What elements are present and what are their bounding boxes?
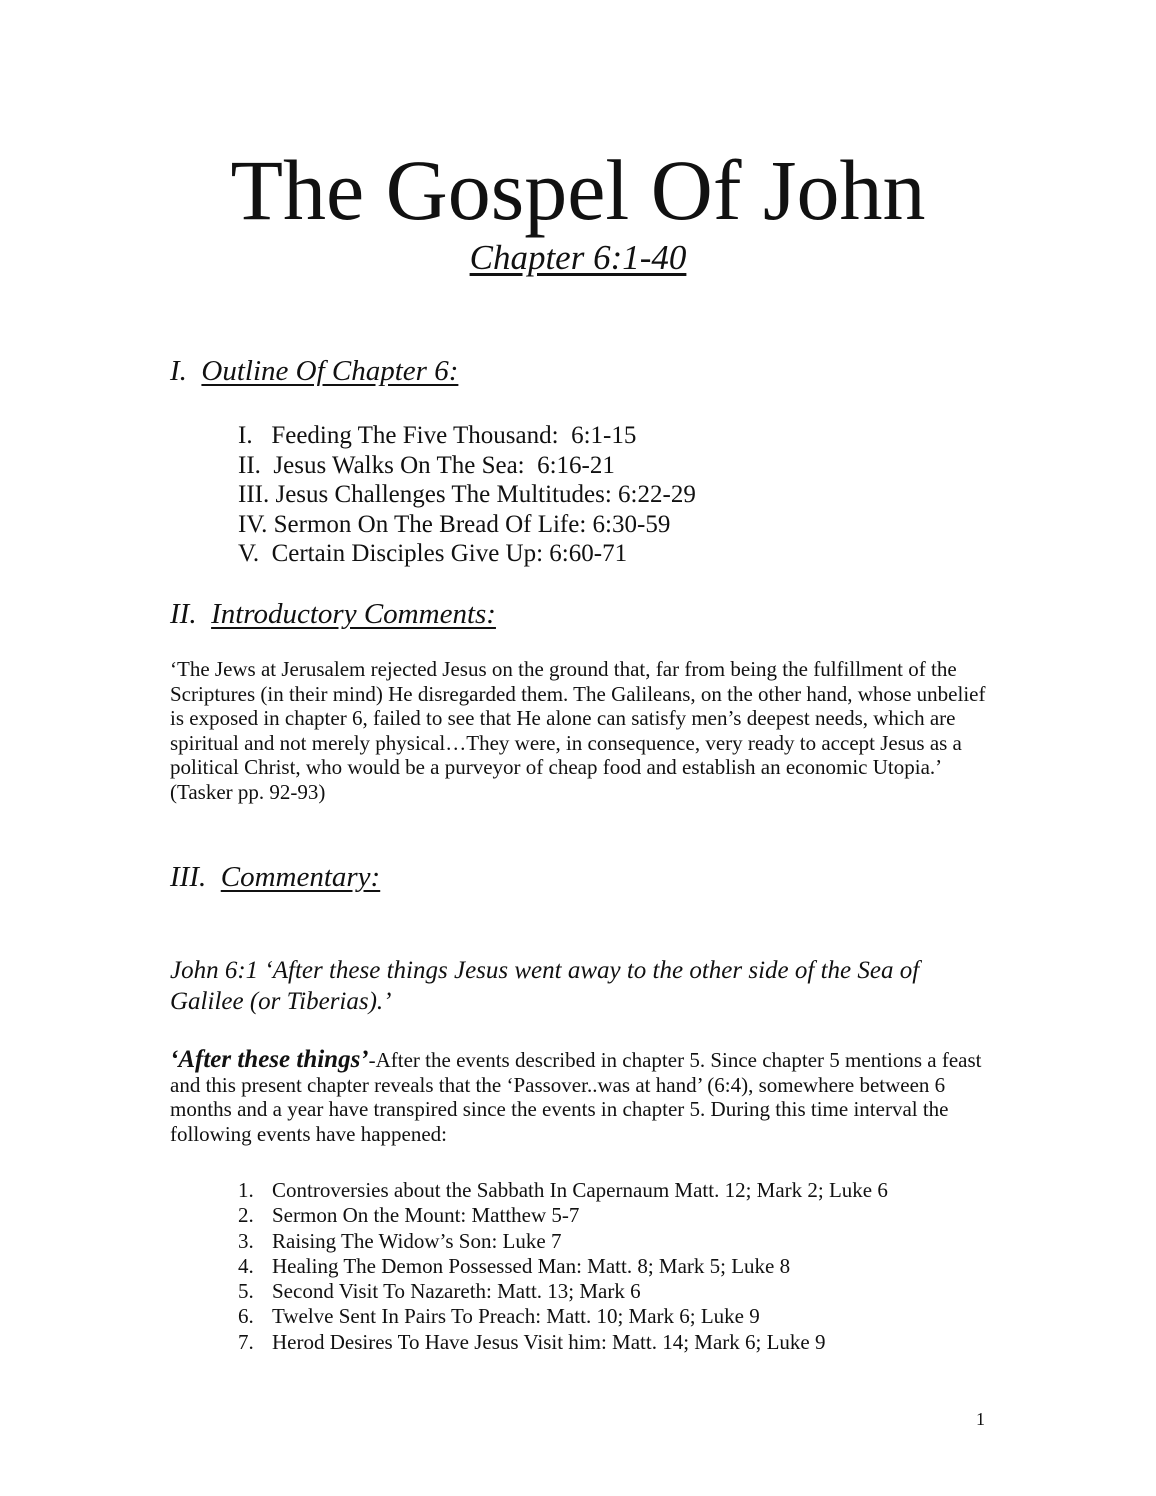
list-item [238,1304,888,1329]
section-heading-commentary [170,859,380,895]
section-numeral: III. [170,861,207,893]
chapter-outline-list [238,421,696,569]
list-text: Herod Desires To Have Jesus Visit him: Matt. 14; Mark 6; Luke 9 [272,1329,826,1354]
outline-item: III. Jesus Challenges The Multitudes: 6:22-29 [238,481,696,508]
document-subtitle: Chapter 6:1-40 [469,238,687,277]
list-text: Second Visit To Nazareth: Matt. 13; Mark 6 [272,1279,641,1304]
outline-item: I. Feeding The Five Thousand: 6:1-15 [238,422,637,449]
page-number: 1 [976,1409,985,1429]
list-number: 7. [238,1329,254,1354]
events-list [238,1178,888,1355]
list-item [238,1229,888,1254]
list-item [238,1203,888,1228]
list-item [238,1254,888,1279]
outline-item: V. Certain Disciples Give Up: 6:60-71 [238,540,628,567]
section-label: Outline Of Chapter 6: [201,355,459,387]
verse-text: John 6:1 ‘After these things Jesus went away to the other side of the Sea of Galilee (or Tiberias).’ [170,957,920,1015]
introductory-quote: ‘The Jews at Jerusalem rejected Jesus on the ground that, far from being the fulfillment of the Scriptures (in their mind) He disregarded them. The Galileans, on the other hand, whose unbelief is exposed in chapter 6, failed to see that He alone can satisfy men’s deepest needs, which are spiritual and not merely physical…They were, in consequence, very ready to accept Jesus as a political Christ, who would be a purveyor of cheap food and establish an economic Utopia.’ (Tasker pp. 92-93) [170,657,986,804]
document-title: The Gospel Of John [230,142,926,238]
list-text: Sermon On the Mount: Matthew 5-7 [272,1203,580,1228]
outline-item: IV. Sermon On The Bread Of Life: 6:30-59 [238,510,671,538]
commentary-paragraph [170,1048,990,1146]
section-label: Commentary: [220,861,381,893]
list-number: 6. [238,1304,254,1329]
list-text: Controversies about the Sabbath In Capernaum Matt. 12; Mark 2; Luke 6 [272,1178,888,1202]
list-number: 4. [238,1253,254,1278]
outline-item: II. Jesus Walks On The Sea: 6:16-21 [238,451,615,479]
list-number: 3. [238,1228,254,1253]
section-numeral: I. [170,355,187,387]
commentary-text: -After the events described in chapter 5. Since chapter 5 mentions a feast and this present chapter reveals that the ‘Passover..was at hand’ (6:4), somewhere between 6 months and a year have transpired since the events in chapter 5. During this time interval the following events have happened: [170,1048,982,1146]
list-item [238,1178,888,1203]
list-text: Healing The Demon Possessed Man: Matt. 8; Mark 5; Luke 8 [272,1253,791,1278]
section-numeral: II. [170,598,197,630]
list-number: 5. [238,1279,254,1304]
list-number: 2. [238,1203,254,1228]
commentary-term: ‘After these things’ [170,1046,369,1073]
section-label: Introductory Comments: [211,598,496,630]
list-text: Raising The Widow’s Son: Luke 7 [272,1228,562,1253]
list-number: 1. [238,1178,254,1202]
section-heading-introductory [170,596,496,632]
list-text: Twelve Sent In Pairs To Preach: Matt. 10; Mark 6; Luke 9 [272,1304,760,1329]
list-item [238,1330,888,1355]
section-heading-outline [170,353,458,389]
list-item [238,1279,888,1304]
